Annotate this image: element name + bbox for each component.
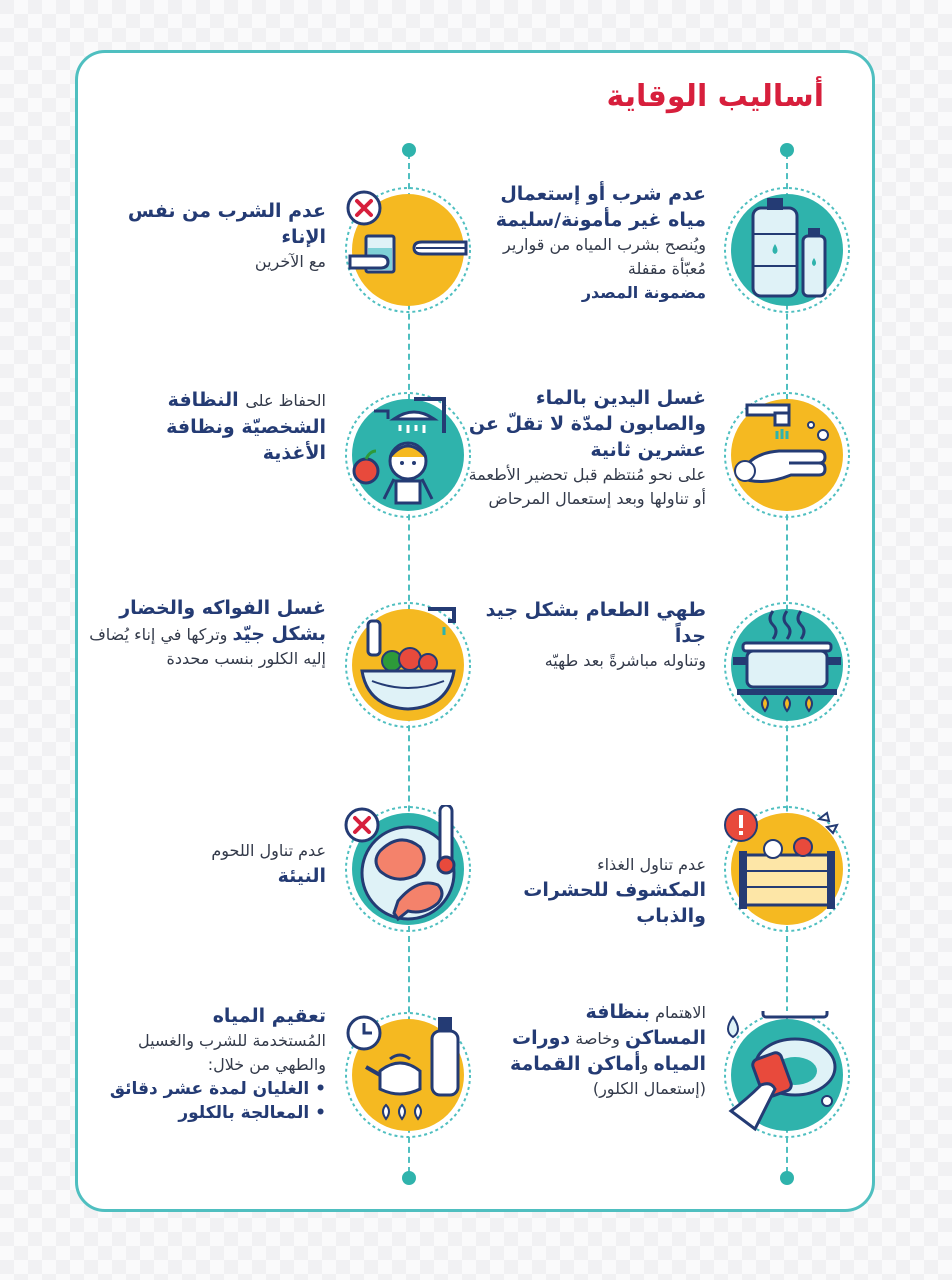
item-raw-meat-heading: النيئة	[277, 865, 326, 887]
item-clean-b3: أماكن القمامة	[510, 1053, 641, 1075]
item-no-share-body: مع الآخرين	[254, 252, 326, 271]
item-cook-heading: طهي الطعام بشكل جيد جداً	[485, 599, 706, 647]
item-disinfect-bullet-1: • الغليان لمدة عشر دقائق	[109, 1079, 326, 1099]
item-produce	[86, 595, 326, 671]
item-clean-t1: الاهتمام	[655, 1003, 706, 1022]
timeline-dot-top-right	[780, 143, 794, 157]
timeline-dot-bottom-right	[780, 1171, 794, 1185]
item-disinfect-body: المُستخدمة للشرب والغسيل والطهي من خلال:	[137, 1031, 326, 1074]
water-bottles-icon	[723, 186, 851, 314]
item-exposed-heading: المكشوف للحشرات والذباب	[523, 879, 706, 927]
infographic-card	[75, 50, 875, 1212]
item-exposed	[506, 853, 706, 929]
handwash-icon	[723, 391, 851, 519]
cooking-pot-icon	[723, 601, 851, 729]
item-water-body: ويُنصح بشرب المياه من قوارير مُعبّأة مقفلة	[503, 235, 706, 278]
item-disinfect-bullet-2: • المعالجة بالكلور	[178, 1103, 326, 1123]
item-handwash-body: على نحو مُنتظم قبل تحضير الأطعمة أو تناولها وبعد إستعمال المرحاض	[468, 465, 706, 508]
shared-glass-icon	[344, 186, 472, 314]
item-water	[466, 181, 706, 305]
item-clean	[506, 999, 706, 1101]
item-cook-body: وتناوله مباشرةً بعد طهيّه	[544, 651, 706, 670]
item-exposed-body: عدم تناول الغذاء	[597, 855, 706, 874]
item-clean-b2: دورات المياه	[512, 1027, 706, 1075]
item-clean-line	[506, 999, 706, 1077]
item-water-bold: مضمونة المصدر	[581, 283, 706, 302]
fruit-bowl-icon	[344, 601, 472, 729]
timeline-dot-bottom-left	[402, 1171, 416, 1185]
item-hygiene-body: الحفاظ على	[245, 391, 326, 410]
item-handwash-heading: غسل اليدين بالماء والصابون لمدّة لا تقلّ عن عشرين ثانية	[468, 387, 706, 461]
item-clean-b1: بنظافة المساكن	[585, 1001, 706, 1049]
item-clean-note: (إستعمال الكلور)	[592, 1079, 706, 1098]
item-clean-t2: وخاصة	[575, 1029, 620, 1048]
shower-child-icon	[344, 391, 472, 519]
boiling-kettle-icon	[344, 1011, 472, 1139]
raw-meat-icon	[344, 805, 472, 933]
item-hygiene-heading: النظافة الشخصيّة ونظافة الأغذية	[166, 389, 326, 464]
item-no-share-heading: عدم الشرب من نفس الإناء	[127, 200, 326, 248]
item-water-heading: عدم شرب أو إستعمال مياه غير مأمونة/سليمة	[495, 183, 706, 231]
item-disinfect-heading: تعقيم المياه	[212, 1005, 326, 1027]
item-hygiene	[126, 387, 326, 466]
item-hygiene-line	[126, 387, 326, 466]
timeline-dot-top-left	[402, 143, 416, 157]
exposed-food-crate-icon	[723, 805, 851, 933]
item-disinfect	[106, 1003, 326, 1125]
item-cook	[466, 597, 706, 673]
item-raw-meat	[126, 839, 326, 889]
item-handwash	[466, 385, 706, 511]
item-produce-heading: غسل الفواكه والخضار بشكل جيّد	[119, 597, 326, 645]
cleaning-sink-icon	[723, 1011, 851, 1139]
item-raw-meat-body: عدم تناول اللحوم	[211, 841, 326, 860]
item-no-share	[126, 198, 326, 274]
item-produce-line	[86, 595, 326, 671]
page-title: أساليب الوقاية	[606, 79, 824, 114]
item-produce-body: وتركها في إناء يُضاف إليه الكلور بنسب محددة	[89, 625, 326, 668]
item-clean-t3: و	[640, 1055, 649, 1074]
